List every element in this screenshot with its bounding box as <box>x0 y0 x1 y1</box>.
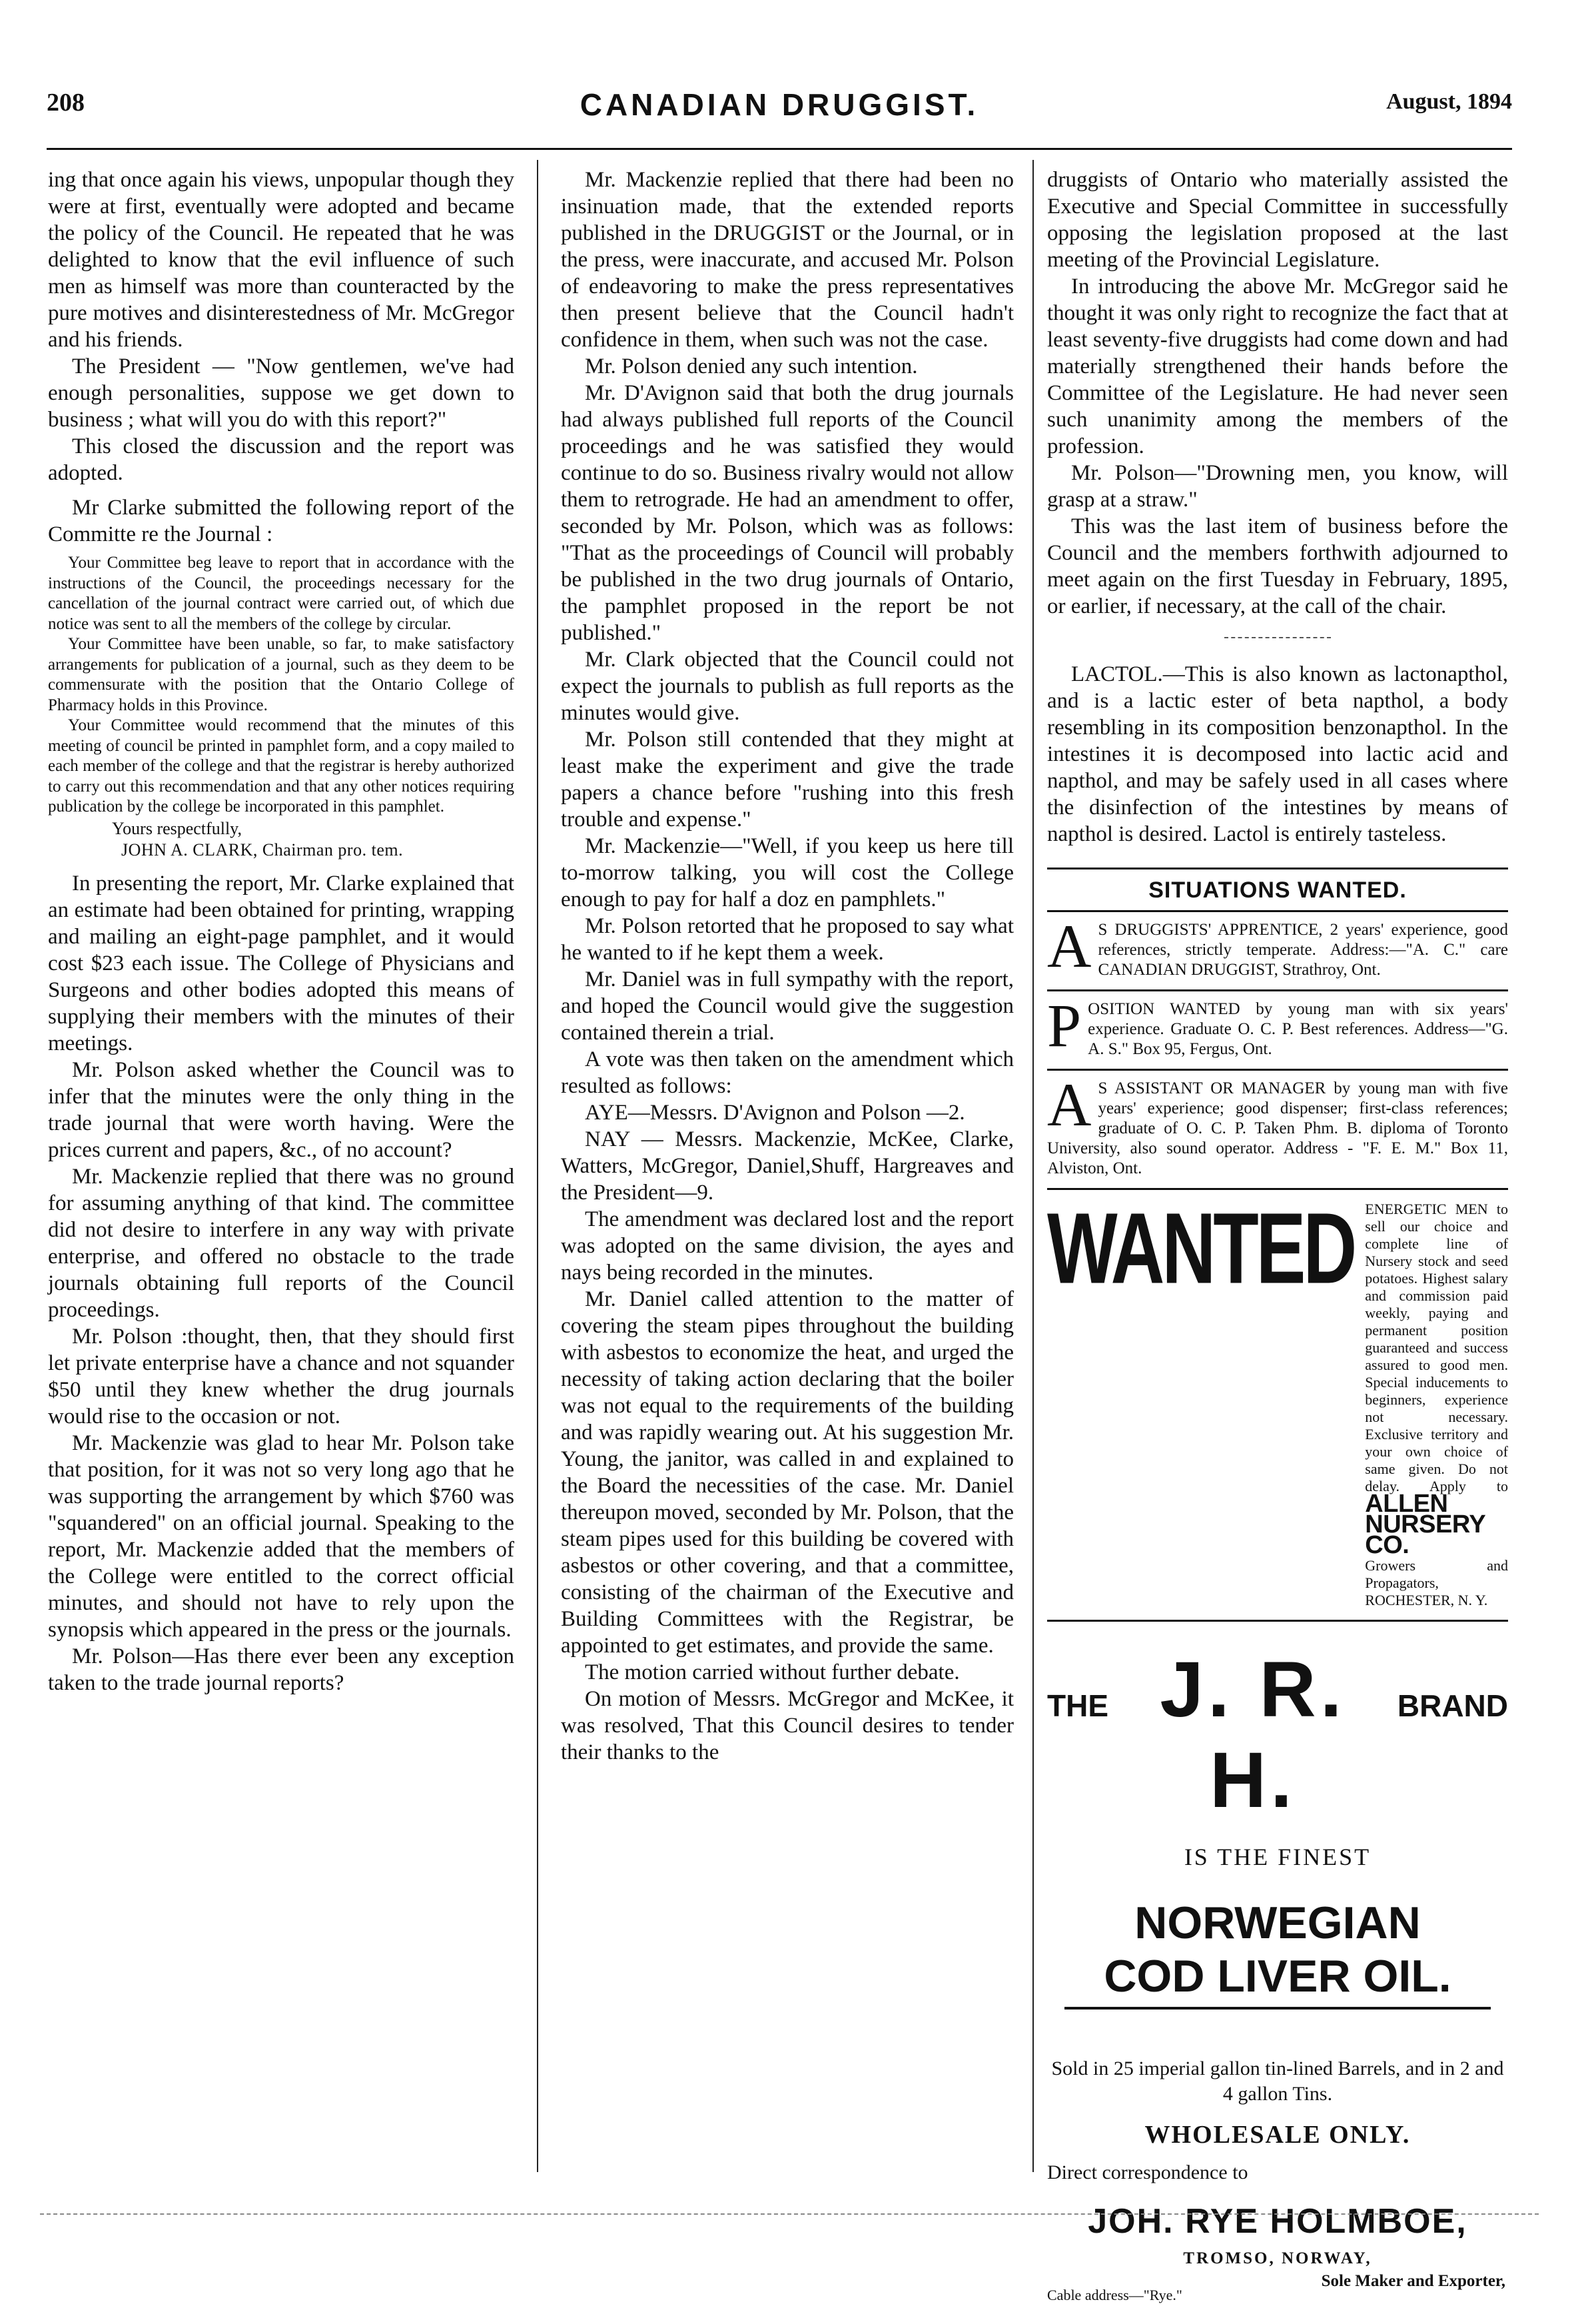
paragraph: A vote was then taken on the amendment which resulted as follows: <box>561 1047 1014 1098</box>
paragraph: Mr. Daniel called attention to the matter of covering the steam pipes throughout the building with asbestos to economize the heat, and urged the necessity of taking action declaring that the boiler was not equal to the requirements of the building and was rapidly wearing out. At his suggestion Mr. Young, the janitor, was called in and explained to the Board the necessities of the case. Mr. Daniel thereupon moved, seconded by Mr. Polson, that the steam pipes used for this building be covered with asbestos or other covering, and that a committee, consisting of the chairman of the Executive and Building Committees with the Registrar, be appointed to get estimates, and provide the same. <box>561 1287 1014 1658</box>
wanted-headline: WANTED <box>1047 1192 1355 1305</box>
brand-line <box>1047 1644 1508 1826</box>
paragraph: The motion carried without further debate. <box>585 1660 960 1684</box>
packaging-info: Sold in 25 imperial gallon tin-lined Barrels, and in 2 and 4 gallon Tins. <box>1051 2057 1504 2105</box>
brand-claim: IS THE FINEST <box>1184 1844 1372 1870</box>
situations-wanted-section <box>1047 867 1508 1190</box>
signature-name: JOHN A. CLARK, Chairman pro. tem. <box>121 840 404 860</box>
paragraph: Mr. Polson denied any such intention. <box>585 354 918 378</box>
maker-name: JOH. RYE HOLMBOE, <box>1088 2202 1467 2241</box>
paragraph: druggists of Ontario who materially assisted the Executive and Special Committee in successfully opposing the legislation proposed at the last meeting of the Provincial Legislature. <box>1047 168 1508 272</box>
column-1 <box>48 167 514 1696</box>
page-number: 208 <box>47 89 85 117</box>
wanted-footer: Growers and Propagators, ROCHESTER, N. Y. <box>1365 1557 1508 1608</box>
report-paragraph: Your Committee would recommend that the minutes of this meeting of council be printed in pamphlet form, and a copy mailed to each member of the college and that the registrar is hereby authorized to carry out this recommendation and that any other notices requiring publication by the college be incorporated in this pamphlet. <box>48 716 514 816</box>
ad-text: OSITION WANTED by young man with six years' experience. Graduate O. C. P. Best references. Address—"G. A. S." Box 95, Fergus, Ont. <box>1088 1000 1508 1058</box>
header-rule <box>47 148 1512 150</box>
wanted-body <box>1365 1201 1508 1612</box>
cable-address: Cable address—"Rye." <box>1047 2287 1182 2303</box>
paragraph: Mr. Polson—Has there ever been any exception taken to the trade journal reports? <box>48 1644 514 1695</box>
drop-cap: A <box>1047 912 1092 980</box>
lactol-article: LACTOL.—This is also known as lactonapthol, and is a lactic ester of beta napthol, a body resembling in its composition benzonapthol. In the intestines it is decomposed into lactic acid and napthol, and may be safely used in all cases where the disinfection of the intestines by means of napthol is desired. Lactol is entirely tasteless. <box>1047 662 1508 846</box>
classified-ad <box>1047 912 1508 991</box>
paragraph: Mr. Mackenzie—"Well, if you keep us here till to-morrow talking, you will cost the College enough to pay for half a doz en pamphlets." <box>561 834 1014 911</box>
cod-liver-oil-advertisement <box>1047 1622 1508 2312</box>
product-name-line1: NORWEGIAN <box>1134 1898 1421 1948</box>
paragraph: This was the last item of business before the Council and the members forthwith adjourned to meet again on the first Tuesday in February, 1895, or earlier, if necessary, at the call of the chair. <box>1047 514 1508 618</box>
wanted-brand: ALLEN NURSERY CO. <box>1365 1490 1486 1559</box>
paragraph: Mr. Polson asked whether the Council was to infer that the minutes were the only thing in the trade journal that were worth having. Were the prices current and papers, &c., of no account? <box>48 1057 514 1162</box>
drop-cap: P <box>1047 991 1082 1059</box>
ad-text: S ASSISTANT OR MANAGER by young man with five years' experience; good dispenser; first-class references; graduate of O. C. P. Taken Phm. B. diploma of Toronto University, also sound operator. Address - "F. E. M." Box 11, Alviston, Ont. <box>1047 1079 1508 1177</box>
paragraph: Mr. Polson retorted that he proposed to say what he wanted to if he kept them a week. <box>561 914 1014 965</box>
column-divider-1 <box>537 160 538 2172</box>
ad-text: S DRUGGISTS' APPRENTICE, 2 years' experience, good references, strictly temperate. Address:—"A. C." care CANADIAN DRUGGIST, Strathroy, Ont. <box>1098 921 1508 979</box>
paragraph: Mr Clarke submitted the following report of the Committe re the Journal : <box>48 496 514 546</box>
paragraph: In introducing the above Mr. McGregor said he thought it was only right to recognize the fact that at least seventy-five druggists had come down and had materially strengthened their hands before the Committee of the Legislature. He had never seen such unanimity among the members of the profession. <box>1047 275 1508 458</box>
paragraph: Mr. Mackenzie replied that there was no ground for assuming anything of that kind. The committee did not desire to interfere in any way with private enterprise, and offered no obstacle to the trade journals obtaining full reports of the Council proceedings. <box>48 1164 514 1322</box>
correspondence-note: Direct correspondence to <box>1047 2161 1248 2183</box>
paragraph: Mr. Polson still contended that they might at least make the experiment and give the trade papers a chance before "rushing into this fresh trouble and expense." <box>561 728 1014 832</box>
section-separator <box>1224 637 1331 638</box>
column-3 <box>1047 167 1508 2312</box>
maker-footer <box>1047 2272 1508 2312</box>
paragraph: The amendment was declared lost and the report was adopted on the same division, the ayes and nays being recorded in the minutes. <box>561 1207 1014 1285</box>
drop-cap: A <box>1047 1071 1092 1139</box>
paragraph: Mr. Mackenzie replied that there had been no insinuation made, that the extended reports published in the DRUGGIST or the Journal, or in the press, were inaccurate, and accused Mr. Polson of endeavoring to make the press representatives then present believe that the Council hadn't confidence in them, when such was not the case. <box>561 168 1014 352</box>
paragraph: The President — "Now gentlemen, we've had enough personalities, suppose we get down to business ; what will you do with this report?" <box>48 354 514 432</box>
paragraph: This closed the discussion and the report was adopted. <box>48 434 514 485</box>
signature-closing: Yours respectfully, <box>112 818 242 838</box>
paragraph: Mr. Polson—"Drowning men, you know, will grasp at a straw." <box>1047 461 1508 512</box>
paragraph: ing that once again his views, unpopular though they were at first, eventually were adopted and became the policy of the Council. He repeated that he was delighted to know that the evil influence of such men as himself was more than counteracted by the pure motives and disinterestedness of Mr. McGregor and his friends. <box>48 168 514 352</box>
brand-the: THE <box>1047 1688 1108 1723</box>
committee-report <box>48 553 514 861</box>
maker-location: TROMSO, NORWAY, <box>1183 2249 1372 2267</box>
brand-letters: J. R. H. <box>1160 1646 1346 1824</box>
product-underline <box>1064 2007 1491 2010</box>
paragraph: Mr. Polson :thought, then, that they should first let private enterprise have a chance and not squander $50 until they knew whether the drug journals would rise to the occasion or not. <box>48 1324 514 1429</box>
page-header <box>47 88 1512 128</box>
paragraph: In presenting the report, Mr. Clarke explained that an estimate had been obtained for printing, wrapping and mailing an eight-page pamphlet, and it would cost $23 each issue. The College of Physicians and Surgeons and other bodies adopted this means of supplying their members with the minutes of their meetings. <box>48 871 514 1055</box>
brand-word: BRAND <box>1397 1688 1508 1723</box>
paragraph: Mr. Clark objected that the Council could not expect the journals to publish as full reports as the minutes would give. <box>561 648 1014 725</box>
wholesale-notice: WHOLESALE ONLY. <box>1144 2121 1411 2149</box>
publication-title: CANADIAN DRUGGIST. <box>580 87 979 122</box>
paragraph: On motion of Messrs. McGregor and McKee, it was resolved, That this Council desires to tender their thanks to the <box>561 1687 1014 1764</box>
page-bottom-rule <box>40 2213 1539 2215</box>
classified-ad <box>1047 1071 1508 1190</box>
situations-title: SITUATIONS WANTED. <box>1047 877 1508 912</box>
column-divider-2 <box>1032 160 1034 2172</box>
product-name-line2: COD LIVER OIL. <box>1104 1951 1451 2002</box>
paragraph: AYE—Messrs. D'Avignon and Polson —2. <box>585 1101 965 1125</box>
classified-ad <box>1047 991 1508 1071</box>
wanted-text: ENERGETIC MEN to sell our choice and complete line of Nursery stock and seed potatoes. Highest salary and commission paid weekly, paying and permanent position guaranteed and success assured to good men. Special inducements to beginners, experience not necessary. Exclusive territory and your own choice of same given. Do not delay. Apply to <box>1365 1201 1508 1494</box>
maker-title: Sole Maker and Exporter, <box>1321 2272 1505 2290</box>
column-2 <box>561 167 1014 1766</box>
paragraph: Mr. Daniel was in full sympathy with the report, and hoped the Council would give the suggestion contained therein a trial. <box>561 967 1014 1045</box>
report-paragraph: Your Committee have been unable, so far, to make satisfactory arrangements for publication of a journal, such as they deem to be commensurate with the position that the Ontario College of Pharmacy holds in this Province. <box>48 635 514 714</box>
paragraph: NAY — Messrs. Mackenzie, McKee, Clarke, Watters, McGregor, Daniel,Shuff, Hargreaves and the President—9. <box>561 1127 1014 1205</box>
paragraph: Mr. D'Avignon said that both the drug journals had always published full reports of the Council proceedings and he was satisfied they would continue to do so. Business rivalry would not allow them to retrograde. He had an amendment to offer, seconded by Mr. Polson, which was as follows: "That as the proceedings of Council will probably be published in the two drug journals of Ontario, the pamphlet proposed in the report be not published." <box>561 381 1014 645</box>
nursery-advertisement <box>1047 1190 1508 1622</box>
issue-date: August, 1894 <box>1386 89 1512 114</box>
report-paragraph: Your Committee beg leave to report that in accordance with the instructions of the Council, the proceedings necessary for the cancellation of the journal contract were carried out, of which due notice was sent to all the members of the college by circular. <box>48 554 514 633</box>
paragraph: Mr. Mackenzie was glad to hear Mr. Polson take that position, for it was not so very long ago that he was supporting the arrangement by which $760 was "squandered" on an official journal. Speaking to the report, Mr. Mackenzie added that the members of the College were entitled to the correct official minutes, and should not have to rely upon the synopsis which appeared in the press or the journals. <box>48 1431 514 1642</box>
